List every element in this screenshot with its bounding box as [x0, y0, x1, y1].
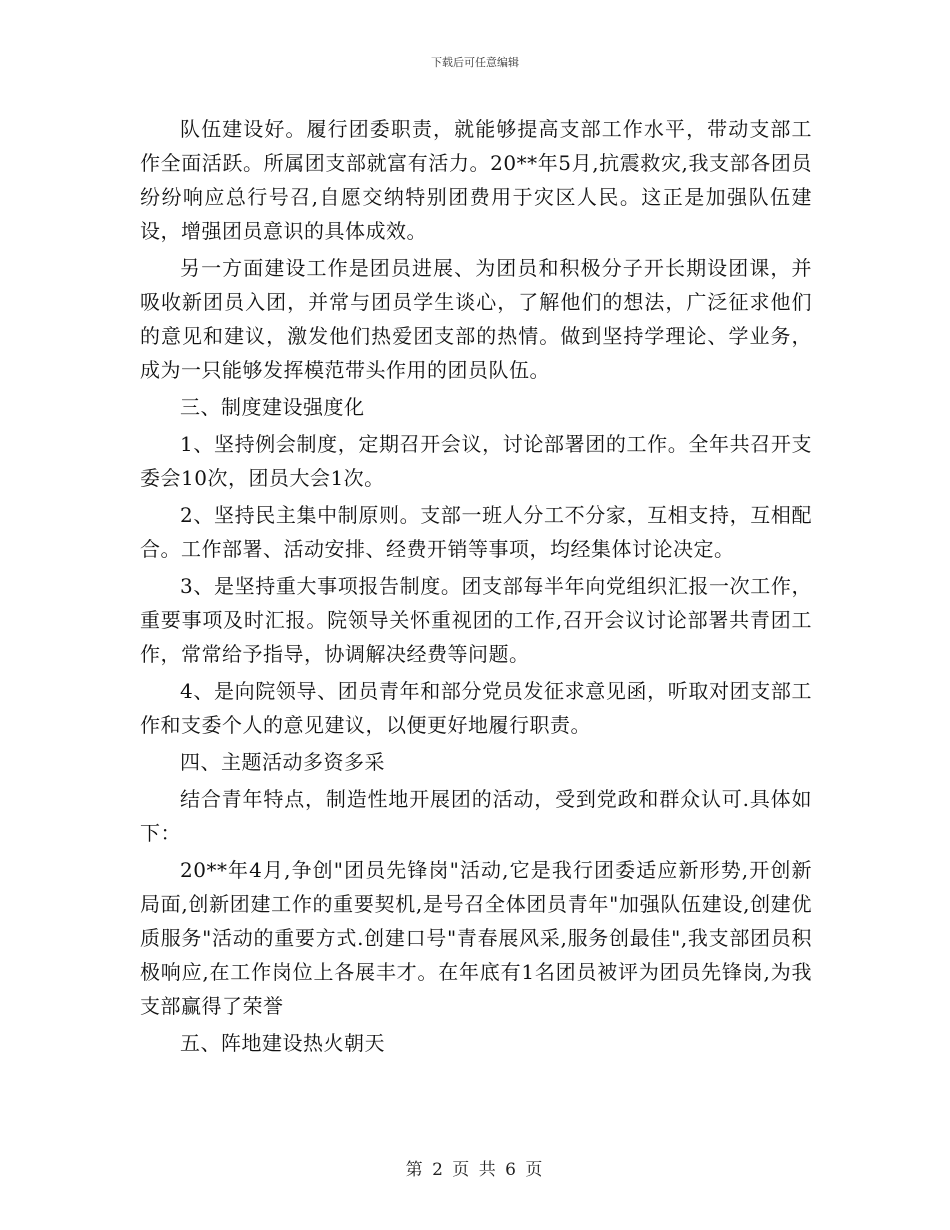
list-item-1: 1、坚持例会制度，定期召开会议，讨论部署团的工作。全年共召开支委会10次，团员大会1次。	[140, 432, 812, 490]
document-body	[140, 112, 812, 1063]
page-number: 第 2 页 共 6 页	[405, 1160, 545, 1180]
section-heading-3: 三、制度建设强度化	[180, 395, 365, 419]
section-heading-4: 四、主题活动多资多采	[180, 750, 385, 774]
paragraph-1: 队伍建设好。履行团委职责，就能够提高支部工作水平，带动支部工作全面活跃。所属团支部就富有活力。20**年5月,抗震救灾,我支部各团员纷纷响应总行号召,自愿交纳特别团费用于灾区人民。这正是加强队伍建设，增强团员意识的具体成效。	[140, 117, 812, 243]
list-item-2: 2、坚持民主集中制原则。支部一班人分工不分家，互相支持，互相配合。工作部署、活动安排、经费开销等事项，均经集体讨论决定。	[140, 503, 812, 561]
paragraph-intro: 结合青年特点，制造性地开展团的活动，受到党政和群众认可.具体如下：	[140, 787, 812, 845]
section-heading-5: 五、阵地建设热火朝天	[180, 1031, 385, 1055]
list-item-4: 4、是向院领导、团员青年和部分党员发征求意见函，听取对团支部工作和支委个人的意见建议，以便更好地履行职责。	[140, 679, 812, 737]
paragraph-2: 另一方面建设工作是团员进展、为团员和积极分子开长期设团课，并吸收新团员入团，并常与团员学生谈心，了解他们的想法，广泛征求他们的意见和建议，激发他们热爱团支部的热情。做到坚持学理论、学业务，成为一只能够发挥模范带头作用的团员队伍。	[140, 256, 812, 382]
page-header-note: 下载后可任意编辑	[431, 56, 519, 69]
paragraph-activity: 20**年4月,争创"团员先锋岗"活动,它是我行团委适应新形势,开创新局面,创新团建工作的重要契机,是号召全体团员青年"加强队伍建设,创建优质服务"活动的重要方式.创建口号"青春展风采,服务创最佳",我支部团员积极响应,在工作岗位上各展丰才。在年底有1名团员被评为团员先锋岗,为我支部赢得了荣誉	[140, 858, 812, 1018]
list-item-3: 3、是坚持重大事项报告制度。团支部每半年向党组织汇报一次工作，重要事项及时汇报。院领导关怀重视团的工作,召开会议讨论部署共青团工作，常常给予指导，协调解决经费等问题。	[140, 574, 812, 666]
